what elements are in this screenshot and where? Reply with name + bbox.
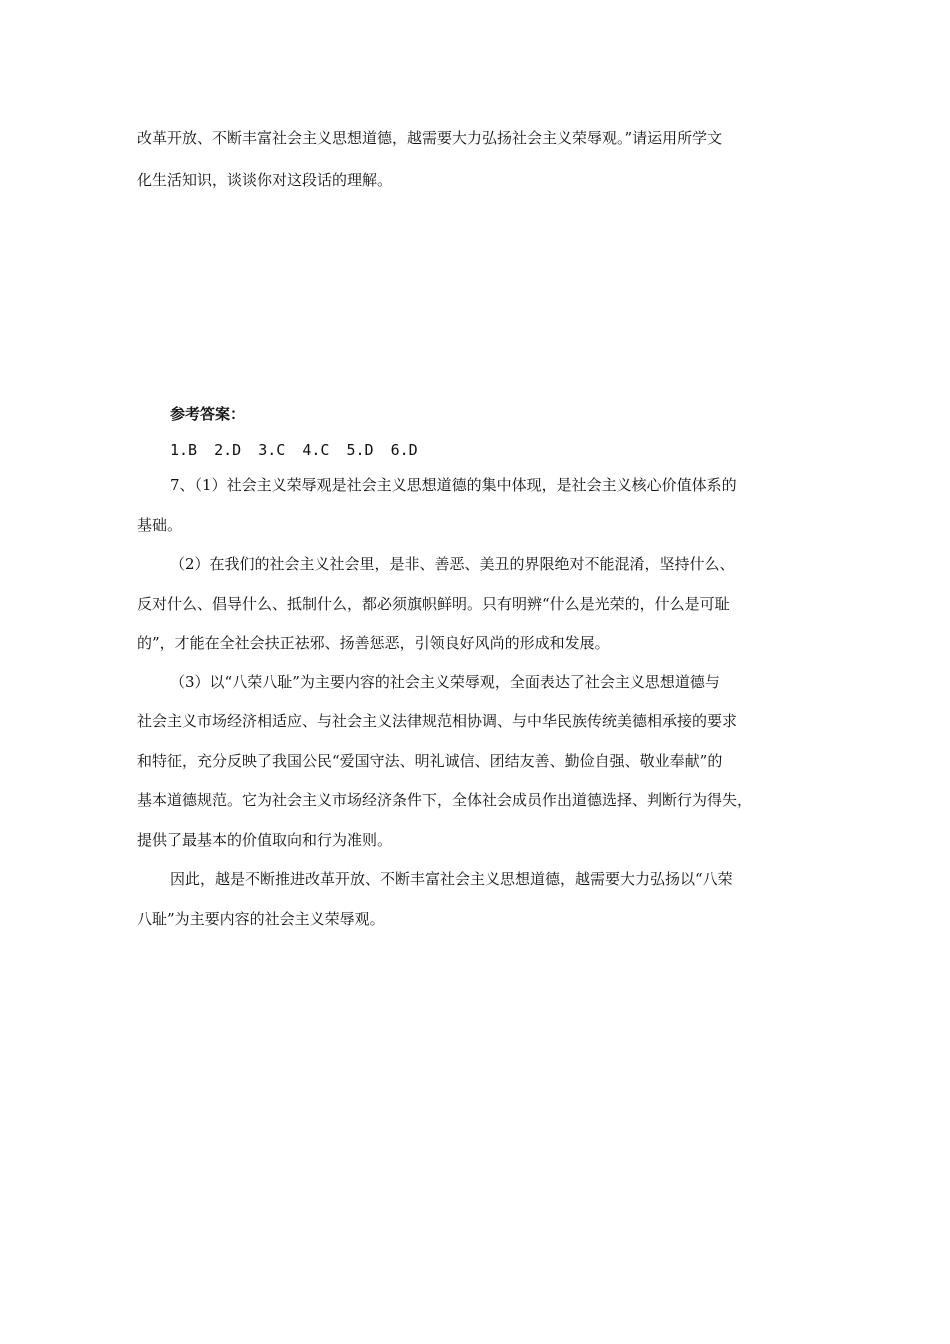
q7-part3-line-2: 社会主义市场经济相适应、与社会主义法律规范相协调、与中华民族传统美德相承接的要求 [137,712,738,730]
choice-answers: 1.B 2.D 3.C 4.C 5.D 6.D [170,441,418,459]
q7-part2-line-2: 反对什么、倡导什么、抵制什么，都必须旗帜鲜明。只有明辨“什么是光荣的，什么是可耻 [137,595,730,613]
q7-part2-line-3: 的”，才能在全社会扶正祛邪、扬善惩恶，引领良好风尚的形成和发展。 [137,634,610,652]
q7-part3-line-4: 基本道德规范。它为社会主义市场经济条件下，全体社会成员作出道德选择、判断行为得失， [137,791,753,809]
q7-part1-line-2: 基础。 [137,516,183,534]
q7-part3-line-5: 提供了最基本的价值取向和行为准则。 [137,831,393,849]
q7-part1-line-1: 7、（1）社会主义荣辱观是社会主义思想道德的集中体现，是社会主义核心价值体系的 [170,476,737,494]
question-line-2: 化生活知识，谈谈你对这段话的理解。 [137,171,393,189]
conclusion-line-1: 因此，越是不断推进改革开放、不断丰富社会主义思想道德，越需要大力弘扬以“八荣 [170,870,733,888]
conclusion-line-2: 八耻”为主要内容的社会主义荣辱观。 [137,910,385,928]
answer-heading: 参考答案： [170,405,246,423]
q7-part3-line-3: 和特征，充分反映了我国公民“爱国守法、明礼诚信、团结友善、勤俭自强、敬业奉献”的 [137,752,723,770]
q7-part2-line-1: （2）在我们的社会主义社会里，是非、善恶、美丑的界限绝对不能混淆，坚持什么、 [170,555,735,573]
question-line-1: 改革开放、不断丰富社会主义思想道德，越需要大力弘扬社会主义荣辱观。”请运用所学文 [137,129,723,147]
q7-part3-line-1: （3）以“八荣八耻”为主要内容的社会主义荣辱观，全面表达了社会主义思想道德与 [170,673,720,691]
